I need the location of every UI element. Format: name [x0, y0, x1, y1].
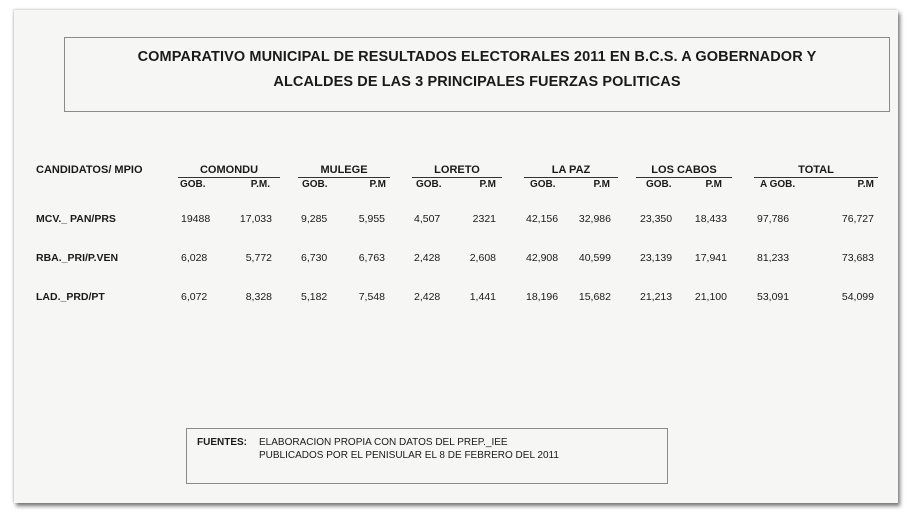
table-cell: 5,772: [245, 252, 272, 264]
table-cell: 8,328: [245, 291, 272, 303]
subheader-pm: P.M: [369, 179, 386, 190]
title-line-2: ALCALDES DE LAS 3 PRINCIPALES FUERZAS POLITICAS: [273, 74, 681, 90]
table-cell: 17,033: [239, 213, 272, 225]
table-cell: 2,428: [414, 252, 441, 264]
subheader-gob: GOB.: [180, 179, 206, 190]
row-header: CANDIDATOS/ MPIO: [36, 164, 143, 176]
group-underline: [524, 177, 618, 178]
table-cell: 81,233: [757, 252, 790, 264]
subheader-pm: P.M.: [250, 179, 270, 190]
table-cell: 6,072: [181, 291, 208, 303]
sources-line-1: ELABORACION PROPIA CON DATOS DEL PREP._IEE: [259, 437, 508, 448]
group-underline: [412, 177, 502, 178]
table-cell: 73,683: [841, 252, 874, 264]
table-cell: 76,727: [841, 213, 874, 225]
table-cell: 17,941: [694, 252, 727, 264]
table-cell: 5,955: [358, 213, 385, 225]
table-cell: 6,028: [181, 252, 208, 264]
table-cell: 18,196: [526, 291, 559, 303]
table-cell: 4,507: [414, 213, 441, 225]
table-cell: 42,908: [526, 252, 559, 264]
group-underline: [298, 177, 390, 178]
document-sheet: [14, 10, 898, 503]
group-comondu: COMONDU: [199, 164, 259, 176]
subheader-pm: P.M: [479, 179, 496, 190]
table-cell: 32,986: [578, 213, 611, 225]
table-cell: 40,599: [578, 252, 611, 264]
table-cell: 2,608: [469, 252, 496, 264]
title-line-1: COMPARATIVO MUNICIPAL DE RESULTADOS ELECTORALES 2011 EN B.C.S. A GOBERNADOR Y: [137, 49, 817, 65]
table-cell: 23,350: [640, 213, 673, 225]
row-label: RBA._PRI/P.VEN: [36, 252, 119, 264]
sources-label: FUENTES:: [197, 437, 247, 448]
title-box: [64, 37, 890, 112]
table-cell: 7,548: [358, 291, 385, 303]
group-underline: [754, 177, 878, 178]
table-cell: 54,099: [841, 291, 874, 303]
row-label: LAD._PRD/PT: [36, 291, 105, 303]
table-cell: 53,091: [757, 291, 790, 303]
group-los-cabos: LOS CABOS: [651, 164, 717, 176]
table-cell: 6,763: [358, 252, 385, 264]
table-cell: 23,139: [640, 252, 673, 264]
row-label: MCV._ PAN/PRS: [36, 213, 116, 225]
table-cell: 15,682: [578, 291, 611, 303]
sources-note-box: [186, 428, 668, 484]
table-cell: 21,213: [640, 291, 673, 303]
subheader-pm: P.M: [593, 179, 610, 190]
group-mulege: MULEGE: [320, 164, 368, 176]
subheader-pm: P.M: [857, 179, 874, 190]
table-cell: 2,428: [414, 291, 441, 303]
group-loreto: LORETO: [434, 164, 480, 176]
table-cell: 2321: [472, 213, 496, 225]
subheader-gob: GOB.: [302, 179, 328, 190]
subheader-a-gob: A GOB.: [760, 179, 796, 190]
sources-line-2: PUBLICADOS POR EL PENISULAR EL 8 DE FEBRERO DEL 2011: [259, 450, 559, 461]
table-cell: 9,285: [301, 213, 328, 225]
table-cell: 42,156: [526, 213, 559, 225]
table-cell: 19488: [181, 213, 211, 225]
subheader-gob: GOB.: [646, 179, 672, 190]
table-cell: 6,730: [301, 252, 328, 264]
subheader-pm: P.M: [705, 179, 722, 190]
table-cell: 18,433: [694, 213, 727, 225]
group-underline: [636, 177, 732, 178]
table-cell: 97,786: [757, 213, 790, 225]
subheader-gob: GOB.: [416, 179, 442, 190]
group-total: TOTAL: [798, 164, 834, 176]
subheader-gob: GOB.: [530, 179, 556, 190]
table-cell: 1,441: [469, 291, 496, 303]
group-la-paz: LA PAZ: [551, 164, 591, 176]
group-underline: [178, 177, 280, 178]
table-cell: 21,100: [694, 291, 727, 303]
table-cell: 5,182: [301, 291, 328, 303]
